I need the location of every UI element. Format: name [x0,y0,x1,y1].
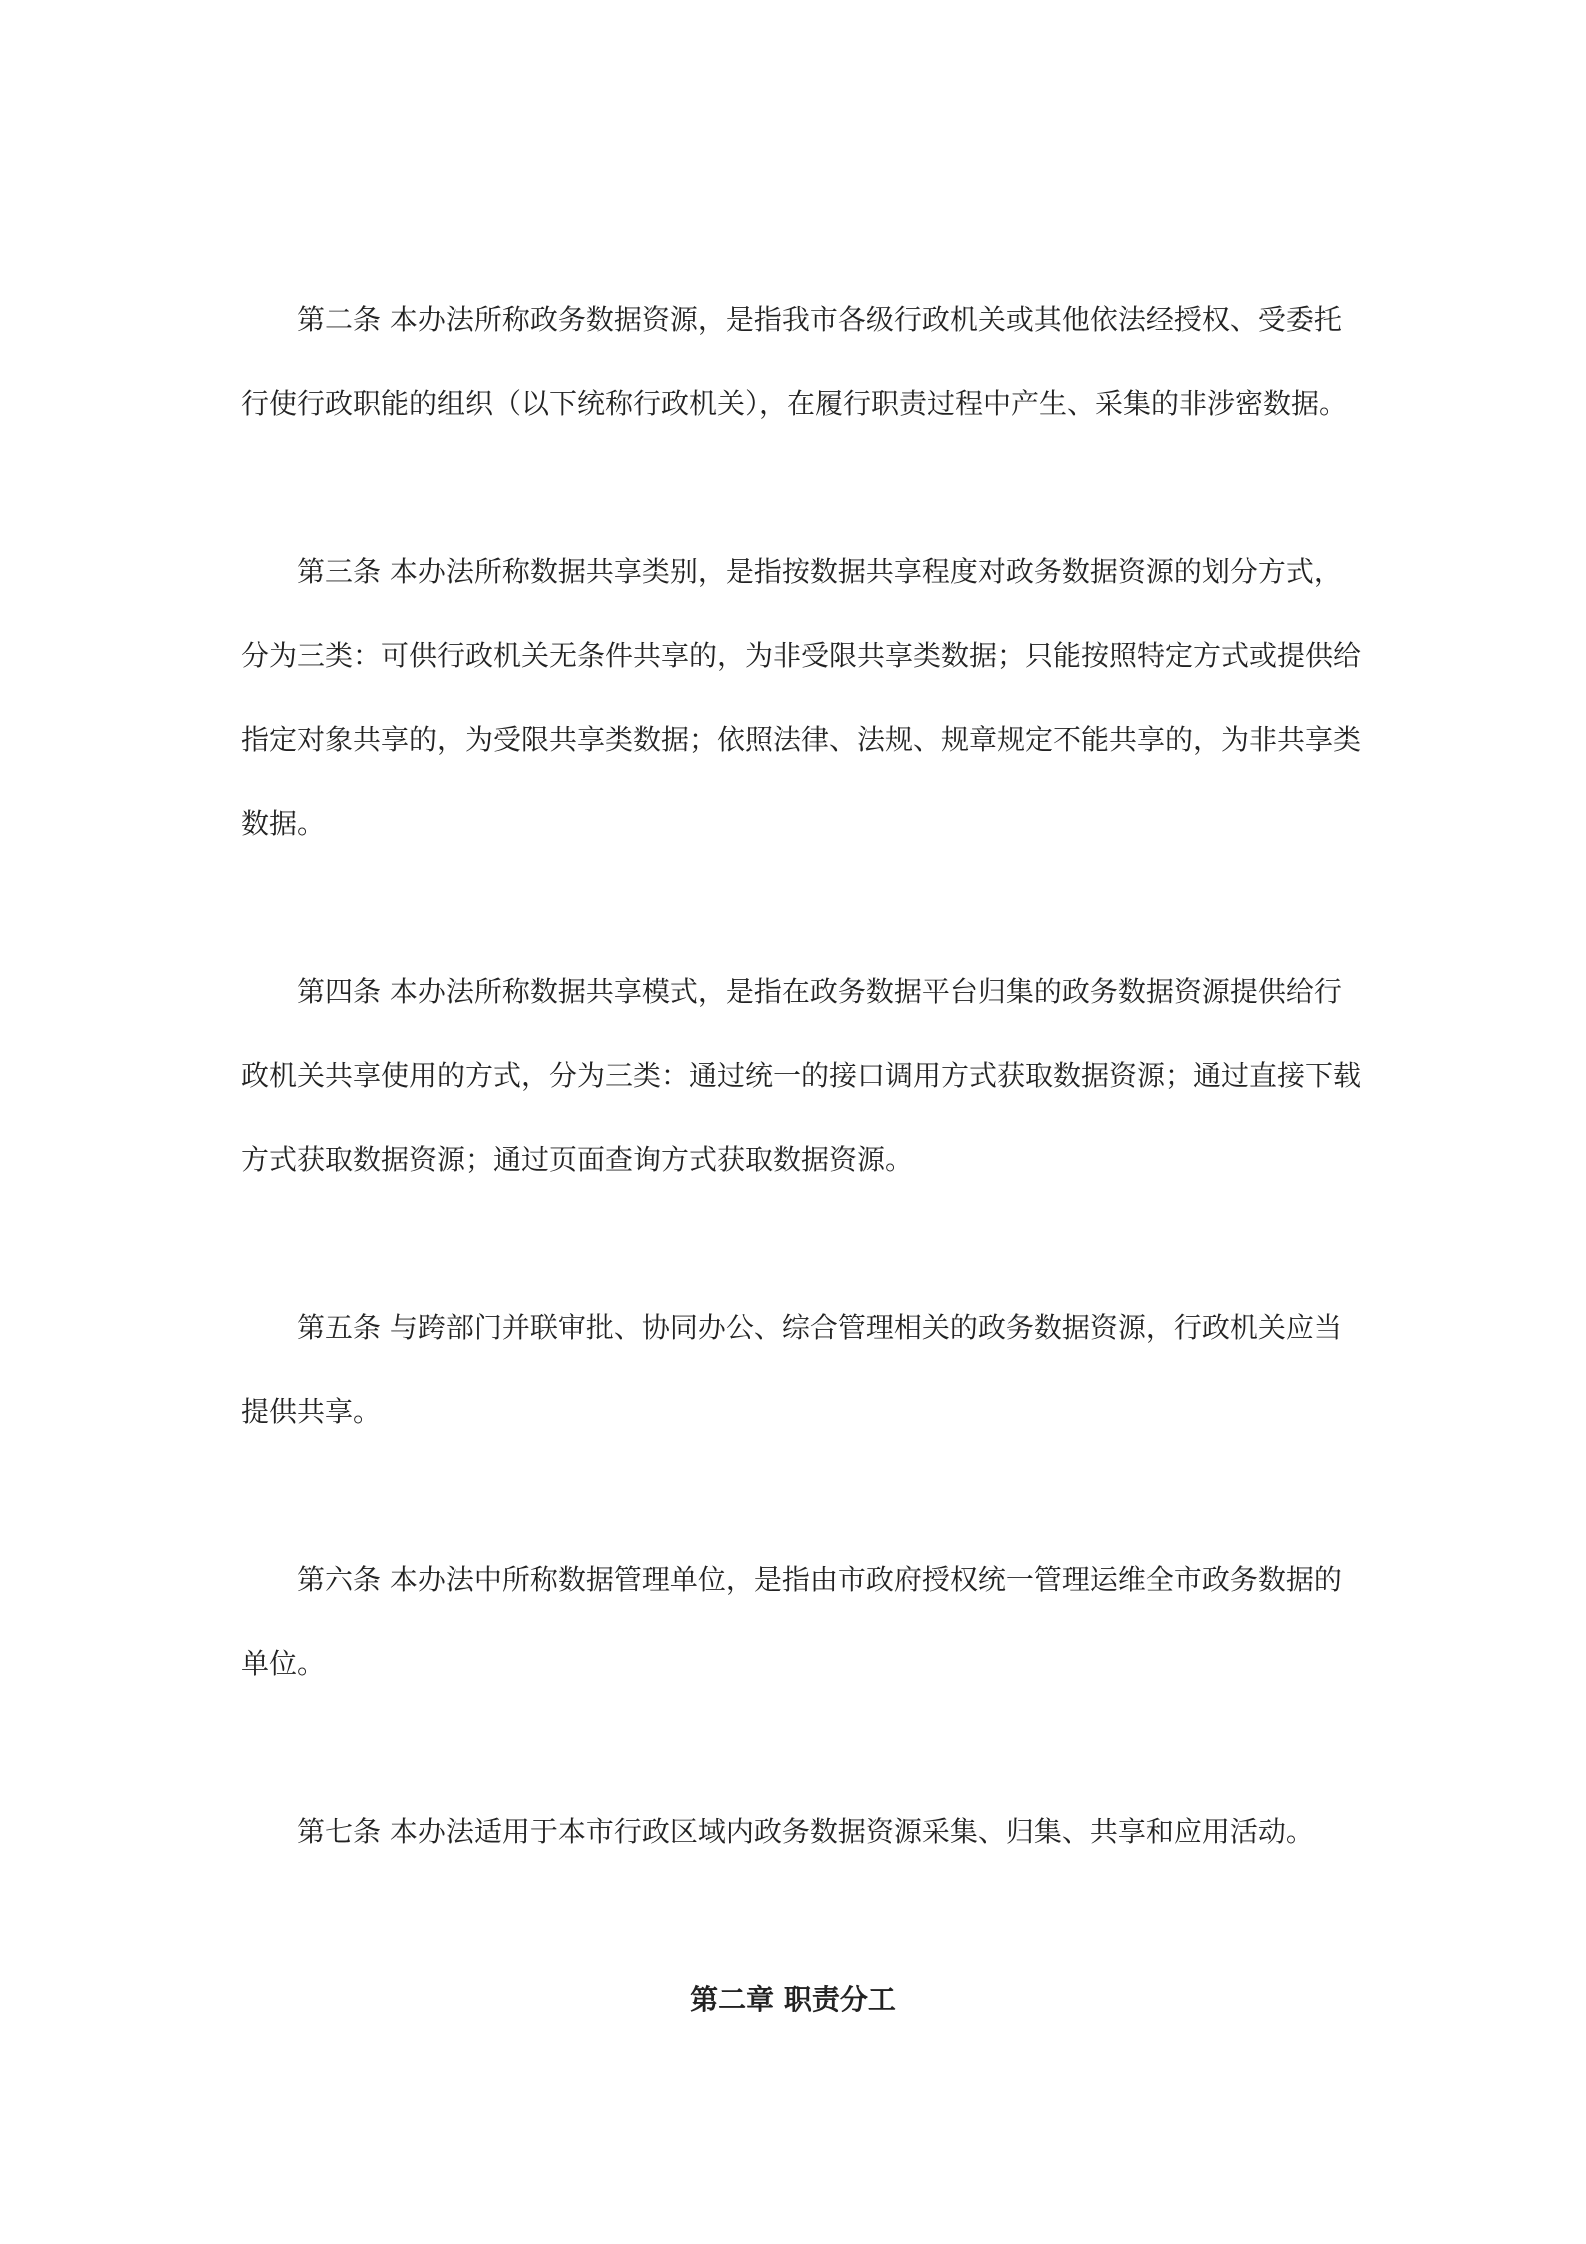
article-7 [241,1790,1361,1874]
article-line: 单位。 [241,1647,326,1680]
article-line: 行使行政职能的组织（以下统称行政机关），在履行职责过程中产生、采集的非涉密数据。 [241,387,1348,420]
article-line: 第七条 本办法适用于本市行政区域内政务数据资源采集、归集、共享和应用活动。 [297,1815,1314,1848]
article-line: 第五条 与跨部门并联审批、协同办公、综合管理相关的政务数据资源，行政机关应当 [297,1311,1342,1344]
article-line: 方式获取数据资源；通过页面查询方式获取数据资源。 [241,1143,914,1176]
document-body [241,278,1361,2042]
article-5 [241,1286,1361,1454]
article-line: 提供共享。 [241,1395,382,1428]
article-2 [241,278,1361,446]
article-line: 指定对象共享的，为受限共享类数据；依照法律、法规、规章规定不能共享的，为非共享类 [241,723,1362,756]
chapter-heading: 第二章 职责分工 [690,1983,896,2016]
article-line: 第二条 本办法所称政务数据资源，是指我市各级行政机关或其他依法经授权、受委托 [297,303,1342,336]
article-line: 政机关共享使用的方式，分为三类：通过统一的接口调用方式获取数据资源；通过直接下载 [241,1059,1362,1092]
article-line: 第三条 本办法所称数据共享类别，是指按数据共享程度对政务数据资源的划分方式， [297,555,1342,588]
article-6 [241,1538,1361,1706]
article-line: 数据。 [241,807,326,840]
article-line: 第四条 本办法所称数据共享模式，是指在政务数据平台归集的政务数据资源提供给行 [297,975,1342,1008]
article-line: 分为三类：可供行政机关无条件共享的，为非受限共享类数据；只能按照特定方式或提供给 [241,639,1362,672]
article-line: 第六条 本办法中所称数据管理单位，是指由市政府授权统一管理运维全市政务数据的 [297,1563,1342,1596]
article-4 [241,950,1361,1202]
article-3 [241,530,1361,866]
